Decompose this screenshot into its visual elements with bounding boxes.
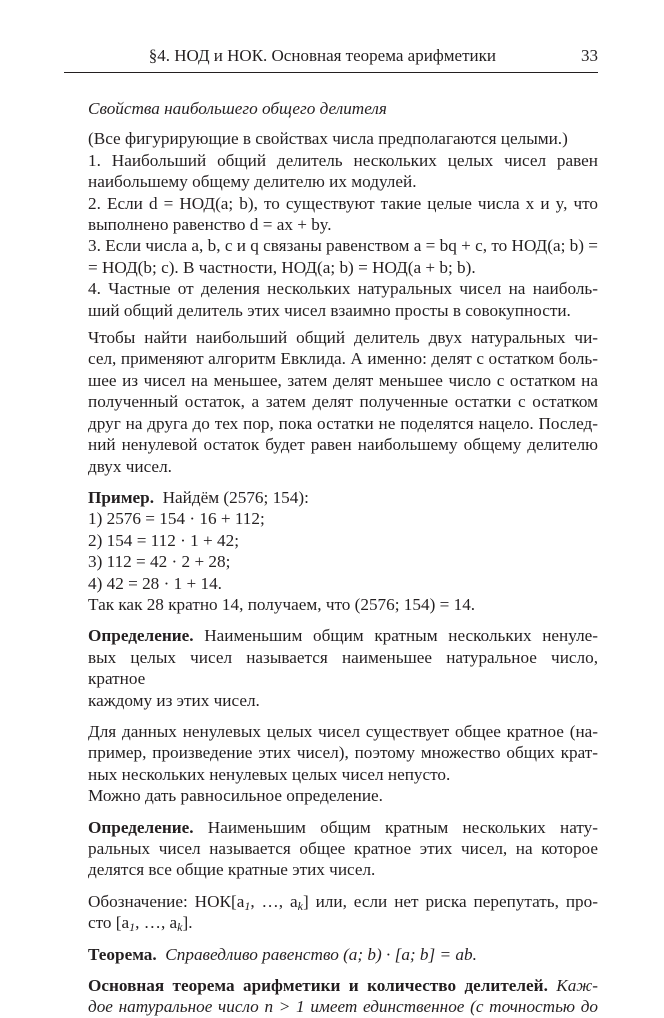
header-rule xyxy=(64,72,598,73)
theorem-statement: Справедливо равенство (a; b) · [a; b] = ab. xyxy=(165,944,477,964)
main-theorem-line-2: дое натуральное число n > 1 имеет единственное (с точностью до xyxy=(88,997,598,1017)
definition-2-line-2: ральных чисел называется общее кратное этих чисел, на которое xyxy=(88,839,598,858)
property-2-line-2: выполнено равенство d = ax + by. xyxy=(88,215,332,235)
euclid-line-6: ний ненулевой остаток будет равен наибольшему общему делителю xyxy=(88,435,598,455)
definition-1-line-2: вых целых чисел называется наименьшее натуральное число, кратное xyxy=(88,647,598,689)
example-step-2: 2) 154 = 112 · 1 + 42; xyxy=(88,530,239,550)
main-theorem xyxy=(88,975,598,1018)
definition-2-line-1 xyxy=(88,817,598,838)
definition-1 xyxy=(88,625,598,711)
subscript-k-b: k xyxy=(177,920,183,935)
running-head xyxy=(64,46,598,72)
theorem-line xyxy=(88,944,598,965)
existence-line-1: Для данных ненулевых целых чисел существует общее кратное (на- xyxy=(88,721,598,741)
notation-text-c: ] или, если нет риска перепутать, про- xyxy=(302,891,598,911)
properties-intro: (Все фигурирующие в свойствах числа предполагаются целыми.) xyxy=(88,129,568,149)
notation-line-2 xyxy=(88,912,598,933)
notation-text-a: Обозначение: НОК[a xyxy=(88,891,245,911)
existence-line-4: Можно дать равносильное определение. xyxy=(88,786,383,806)
euclid-line-2: сел, применяют алгоритм Евклида. А именно: делят с остатком боль- xyxy=(88,349,598,369)
example-conclusion: Так как 28 кратно 14, получаем, что (2576; 154) = 14. xyxy=(88,594,476,614)
property-3-line-2: = НОД(b; c). В частности, НОД(a; b) = НОД(a + b; b). xyxy=(88,257,476,277)
notation-text-e: , …, a xyxy=(135,913,178,933)
theorem xyxy=(88,944,598,965)
euclid-line-4: полученный остаток, а затем делят полученные остатки с остатком xyxy=(88,392,598,412)
notation-line-1 xyxy=(88,891,598,912)
main-theorem-line-1 xyxy=(88,975,598,996)
definition-1-line-3: каждому из этих чисел. xyxy=(88,690,260,710)
example-step-3: 3) 112 = 42 · 2 + 28; xyxy=(88,552,231,572)
definition-1-line-1 xyxy=(88,625,598,646)
notation-paragraph xyxy=(88,891,598,934)
euclid-line-1: Чтобы найти наибольший общий делитель двух натуральных чи- xyxy=(88,328,598,348)
euclid-line-7: двух чисел. xyxy=(88,456,172,476)
subscript-1-b: 1 xyxy=(129,920,136,935)
running-title: §4. НОД и НОК. Основная теорема арифметики xyxy=(148,46,496,65)
definition-1-label: Определение. xyxy=(88,626,194,646)
main-theorem-text-1: Каж- xyxy=(556,976,598,996)
property-2-line-1: 2. Если d = НОД(a; b), то существуют такие целые числа x и y, что xyxy=(88,193,598,213)
property-4-line-2: ший общий делитель этих чисел взаимно просты в совокупности. xyxy=(88,300,571,320)
notation-text-f: ]. xyxy=(182,913,193,933)
euclid-paragraph xyxy=(88,327,598,477)
section-title: Свойства наибольшего общего делителя xyxy=(88,99,387,118)
example-step-4: 4) 42 = 28 · 1 + 14. xyxy=(88,573,222,593)
euclid-line-5: друг на друга до тех пор, пока остатки не поделятся нацело. Послед- xyxy=(88,413,598,433)
example-label: Пример. xyxy=(88,487,155,507)
properties-block xyxy=(88,128,598,321)
page-number: 33 xyxy=(581,46,598,65)
example-lead-line xyxy=(88,487,598,508)
definition-2 xyxy=(88,817,598,881)
definition-1-text: Наименьшим общим кратным нескольких ненуле- xyxy=(204,626,598,646)
euclid-line-3: шее из чисел на меньшее, затем делят меньшее число с остатком на xyxy=(88,370,598,390)
existence-line-2: пример, произведение этих чисел), поэтому множество общих крат- xyxy=(88,743,598,763)
notation-text-b: , …, a xyxy=(250,891,298,911)
example-lead: Найдём (2576; 154): xyxy=(162,487,309,507)
existence-paragraph xyxy=(88,721,598,807)
theorem-label: Теорема. xyxy=(88,944,157,964)
notation-text-d: сто [a xyxy=(88,913,130,933)
existence-line-3: ных нескольких ненулевых целых чисел непусто. xyxy=(88,764,451,784)
definition-2-text: Наименьшим общим кратным нескольких нату- xyxy=(207,817,598,837)
property-4-line-1: 4. Частные от деления нескольких натуральных чисел на наиболь- xyxy=(88,279,598,299)
example-block xyxy=(88,487,598,615)
subscript-1: 1 xyxy=(244,898,251,913)
subscript-k: k xyxy=(297,898,303,913)
example-step-1: 1) 2576 = 154 · 16 + 112; xyxy=(88,509,265,529)
page-body xyxy=(88,98,598,1018)
property-1-line-1: 1. Наибольший общий делитель нескольких целых чисел равен xyxy=(88,150,598,170)
definition-2-label: Определение. xyxy=(88,817,194,837)
definition-2-line-3: делятся все общие кратные этих чисел. xyxy=(88,860,376,880)
main-theorem-label: Основная теорема арифметики и количество делителей. xyxy=(88,976,548,996)
property-3-line-1: 3. Если числа a, b, c и q связаны равенством a = bq + c, то НОД(a; b) = xyxy=(88,236,598,256)
property-1-line-2: наибольшему общему делителю их модулей. xyxy=(88,172,417,192)
